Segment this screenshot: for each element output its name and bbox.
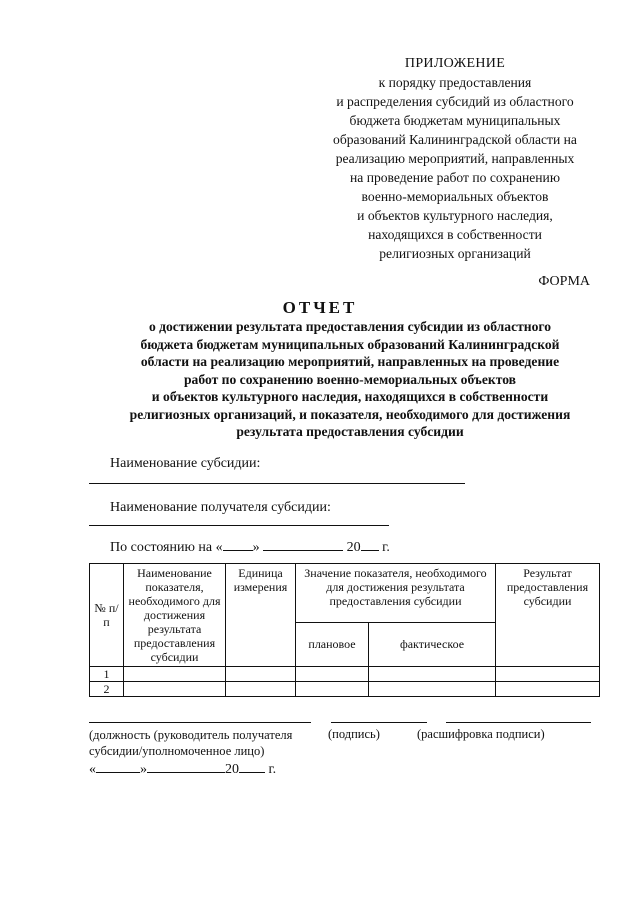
form-label: ФОРМА xyxy=(538,274,590,289)
signature-line[interactable] xyxy=(331,722,427,723)
appendix-line: образований Калининградской области на xyxy=(333,132,577,147)
as-of-mid: » xyxy=(252,540,260,555)
subtitle-line: работ по сохранению военно-мемориальных объектов xyxy=(183,371,516,387)
header-unit: Единица измерения xyxy=(226,564,296,667)
signature-date xyxy=(89,760,276,778)
table-row xyxy=(90,667,600,682)
as-of-suffix: г. xyxy=(382,540,390,555)
subtitle-line: бюджета бюджетам муниципальных образований Калининградской xyxy=(140,336,560,352)
table-cell[interactable] xyxy=(296,682,369,697)
header-value: Значение показателя, необходимого для достижения результата предоставления субсидии xyxy=(296,564,496,623)
subtitle-line: результата предоставления субсидии xyxy=(236,424,464,439)
appendix-line: реализацию мероприятий, направленных xyxy=(335,151,575,166)
report-title: ОТЧЕТ xyxy=(282,298,358,317)
position-line[interactable] xyxy=(89,722,311,723)
appendix-line: находящихся в собственности xyxy=(368,227,542,242)
table-cell[interactable] xyxy=(496,667,600,682)
subsidy-name-label: Наименование субсидии: xyxy=(110,456,261,471)
subtitle-line: области на реализацию мероприятий, направленных на проведение xyxy=(140,354,560,369)
date-year-blank[interactable] xyxy=(239,760,265,773)
date-day-blank[interactable] xyxy=(96,760,140,773)
appendix-line: и распределения субсидий из областного xyxy=(336,94,574,109)
table-cell[interactable] xyxy=(226,667,296,682)
appendix-line: религиозных организаций xyxy=(379,246,531,261)
report-subtitle xyxy=(90,318,610,441)
date-prefix: « xyxy=(89,762,96,777)
subtitle-line: и объектов культурного наследия, находящихся в собственности xyxy=(151,389,549,404)
row-number: 1 xyxy=(90,667,124,682)
appendix-block xyxy=(300,54,610,263)
table-cell[interactable] xyxy=(369,667,496,682)
header-indicator: Наименование показателя, необходимого для достижения результата предоставления субсидии xyxy=(124,564,226,667)
appendix-line: военно-мемориальных объектов xyxy=(361,189,549,204)
appendix-line: на проведение работ по сохранению xyxy=(349,170,560,185)
row-number: 2 xyxy=(90,682,124,697)
subtitle-line: о достижении результата предоставления субсидии из областного xyxy=(148,319,552,334)
position-caption: (должность (руководитель получателя субсидии/уполномоченное лицо) xyxy=(89,728,293,758)
table-cell[interactable] xyxy=(124,667,226,682)
as-of-year: 20 xyxy=(346,540,361,555)
date-mid: » xyxy=(140,762,147,777)
table-row xyxy=(90,682,600,697)
decoding-line[interactable] xyxy=(446,722,591,723)
table-cell[interactable] xyxy=(226,682,296,697)
decoding-caption: (расшифровка подписи) xyxy=(417,727,545,741)
subtitle-line: религиозных организаций, и показателя, необходимого для достижения xyxy=(129,406,571,422)
table-cell[interactable] xyxy=(124,682,226,697)
as-of-prefix: По состоянию на « xyxy=(110,540,223,555)
indicator-table xyxy=(89,563,600,697)
subsidy-name-line[interactable] xyxy=(89,483,465,484)
as-of-month-blank[interactable] xyxy=(263,538,343,551)
table-cell[interactable] xyxy=(496,682,600,697)
date-month-blank[interactable] xyxy=(147,760,225,773)
appendix-line: к порядку предоставления xyxy=(378,75,532,90)
table-cell[interactable] xyxy=(296,667,369,682)
signature-caption: (подпись) xyxy=(328,727,380,741)
as-of-date xyxy=(110,538,390,556)
as-of-year-blank[interactable] xyxy=(361,538,379,551)
recipient-name-label: Наименование получателя субсидии: xyxy=(110,500,331,515)
recipient-name-line[interactable] xyxy=(89,525,389,526)
header-num: № п/п xyxy=(90,564,124,667)
header-actual: фактическое xyxy=(369,622,496,666)
as-of-day-blank[interactable] xyxy=(223,538,253,551)
appendix-line: и объектов культурного наследия, xyxy=(357,208,553,223)
header-planned: плановое xyxy=(296,622,369,666)
date-suffix: г. xyxy=(268,762,277,777)
header-result: Результат предоставления субсидии xyxy=(496,564,600,667)
table-cell[interactable] xyxy=(369,682,496,697)
appendix-heading: ПРИЛОЖЕНИЕ xyxy=(404,56,506,71)
appendix-line: бюджета бюджетам муниципальных xyxy=(349,113,561,128)
date-year: 20 xyxy=(225,762,239,777)
